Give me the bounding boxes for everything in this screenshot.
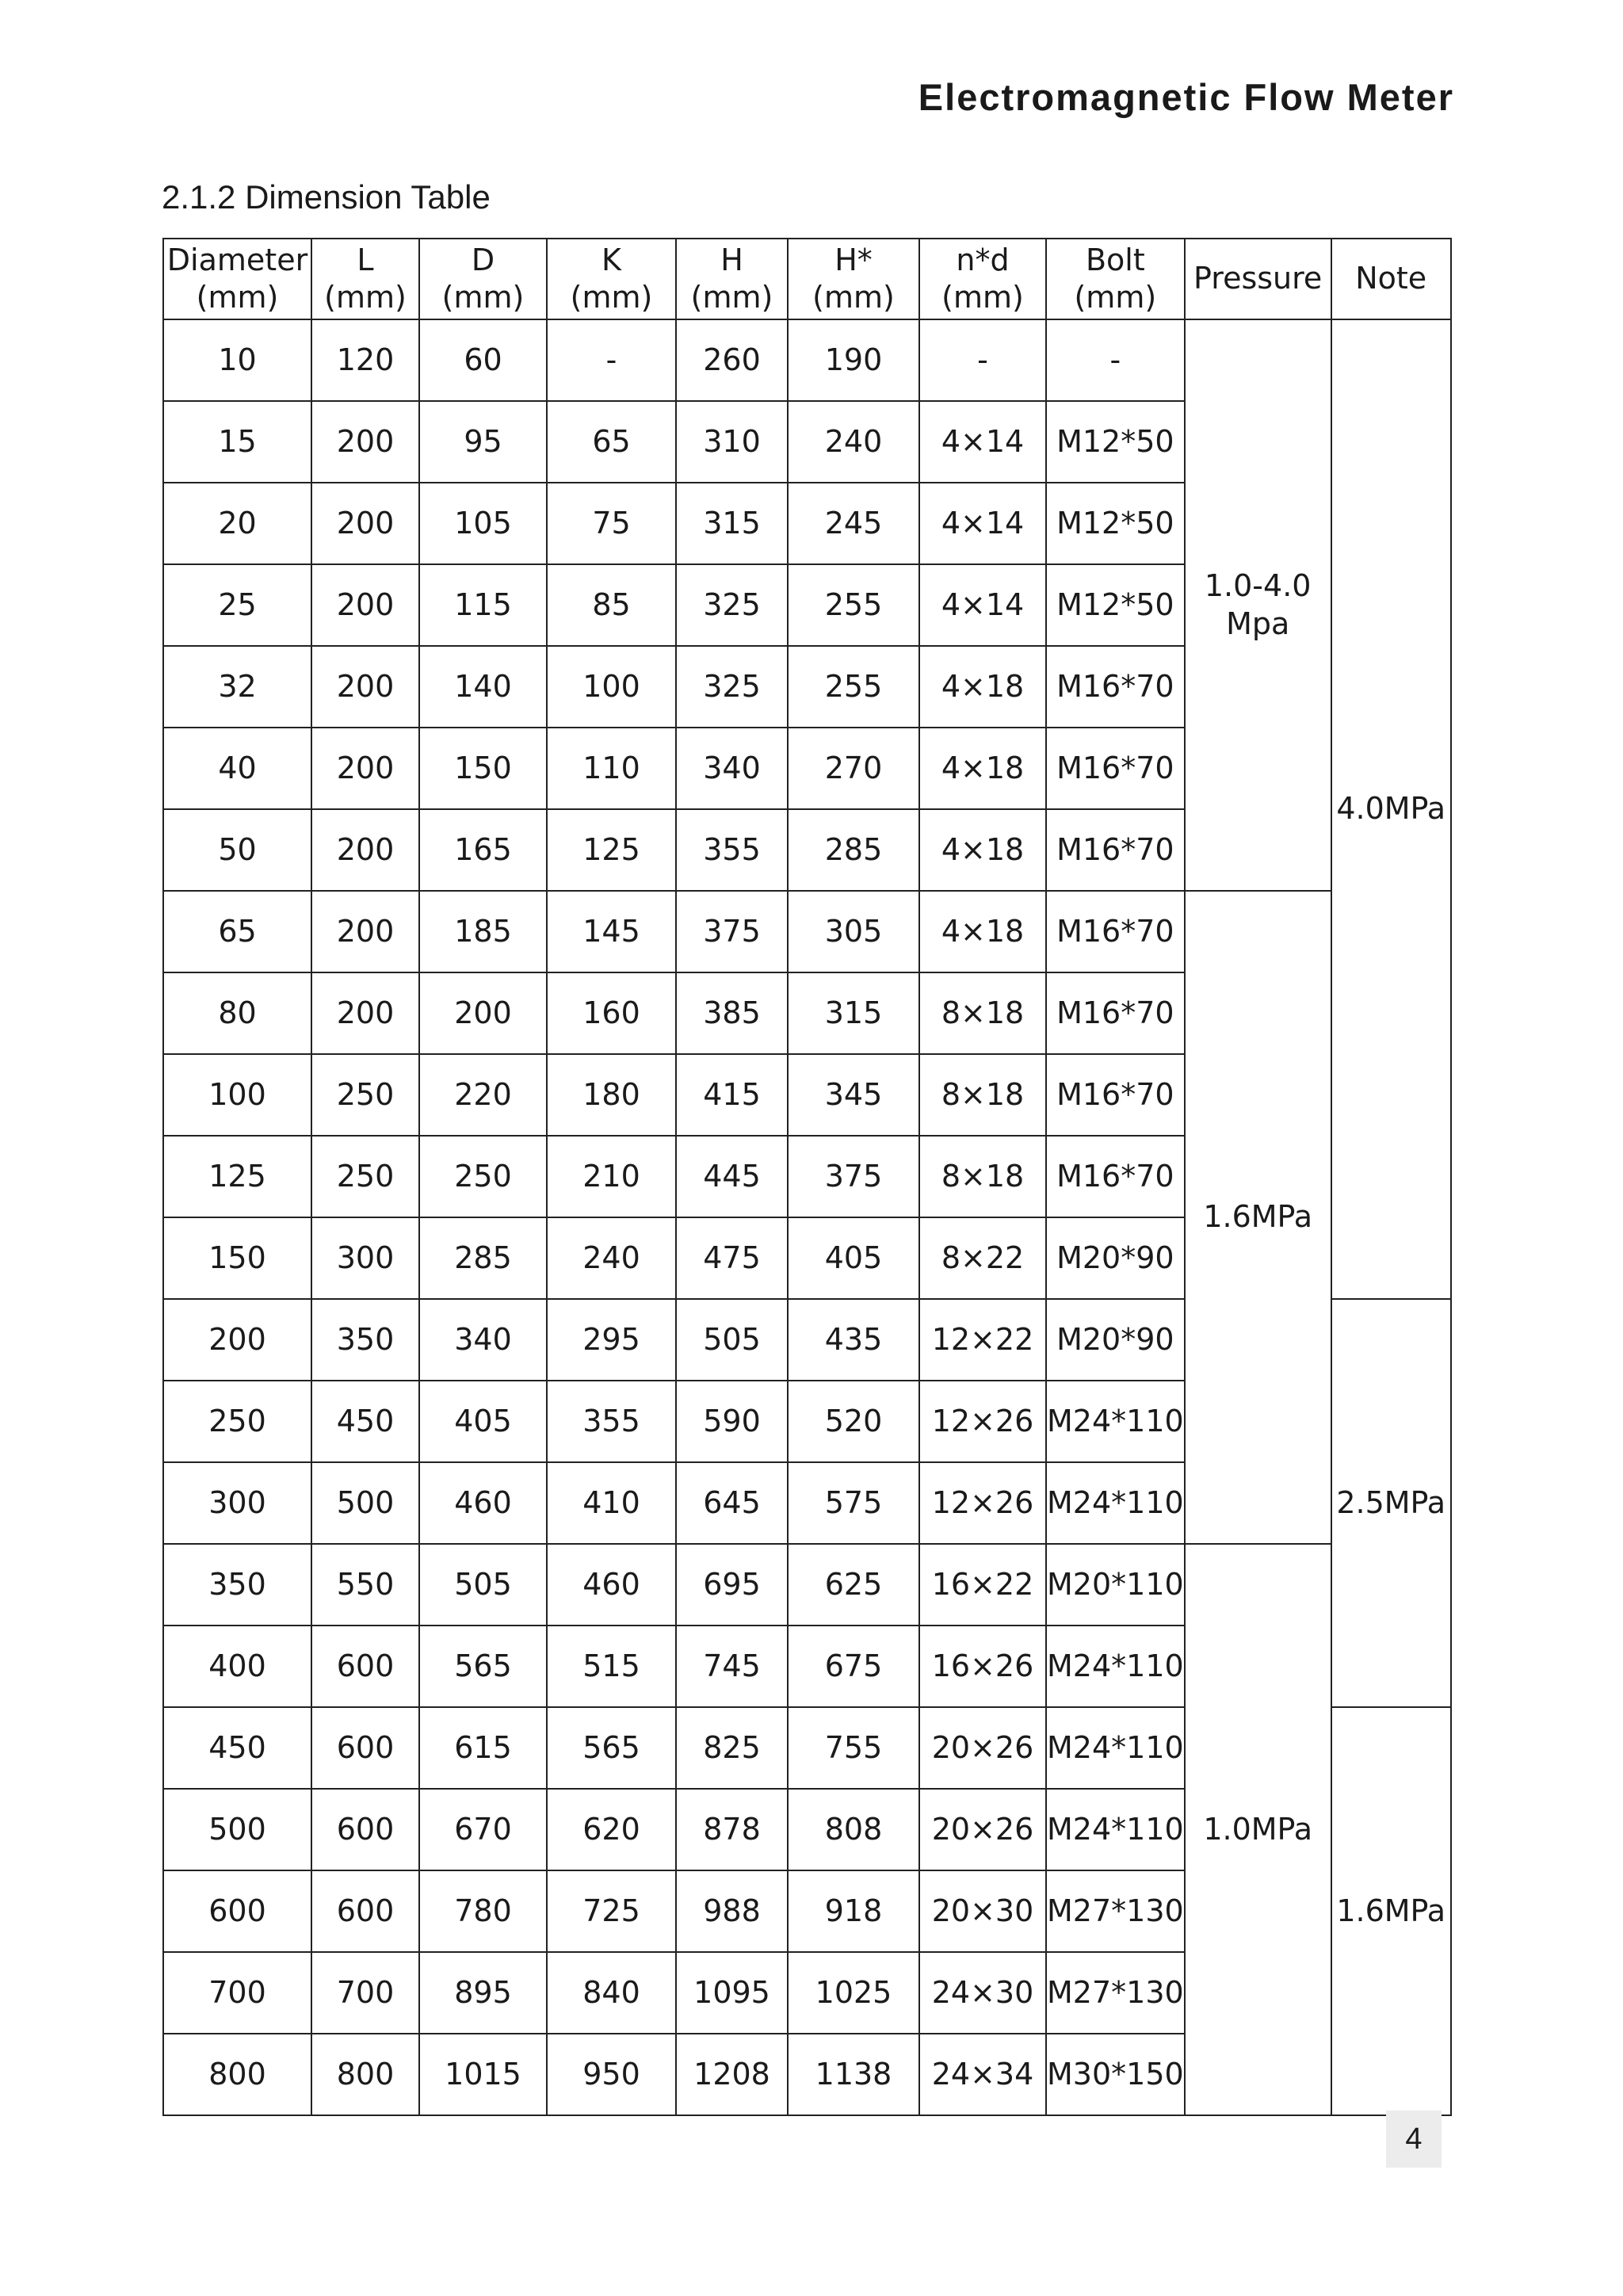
table-cell: 125 bbox=[163, 1136, 311, 1217]
table-cell: 165 bbox=[419, 809, 547, 891]
table-cell: 515 bbox=[547, 1626, 676, 1707]
table-cell: 95 bbox=[419, 401, 547, 483]
table-cell: 200 bbox=[419, 972, 547, 1054]
table-cell: 840 bbox=[547, 1952, 676, 2034]
table-cell: 20×26 bbox=[919, 1707, 1046, 1789]
table-cell: 255 bbox=[788, 646, 919, 728]
table-cell: 8×18 bbox=[919, 1054, 1046, 1136]
table-cell: 40 bbox=[163, 728, 311, 809]
table-cell: - bbox=[919, 319, 1046, 401]
table-cell: 10 bbox=[163, 319, 311, 401]
table-cell: 565 bbox=[419, 1626, 547, 1707]
table-cell: 8×18 bbox=[919, 1136, 1046, 1217]
table-header bbox=[163, 239, 1451, 319]
table-cell: 100 bbox=[547, 646, 676, 728]
table-cell: 32 bbox=[163, 646, 311, 728]
table-cell: 4×18 bbox=[919, 809, 1046, 891]
table-cell: 24×30 bbox=[919, 1952, 1046, 2034]
table-row bbox=[163, 319, 1451, 401]
table-cell: 25 bbox=[163, 564, 311, 646]
table-cell: 4×18 bbox=[919, 646, 1046, 728]
table-cell: 355 bbox=[547, 1381, 676, 1462]
table-cell: 355 bbox=[676, 809, 788, 891]
column-header-unit: (mm) bbox=[690, 280, 773, 315]
section-title: 2.1.2 Dimension Table bbox=[162, 178, 491, 216]
column-header-name: Pressure bbox=[1193, 261, 1323, 296]
table-cell: 755 bbox=[788, 1707, 919, 1789]
table-cell: 615 bbox=[419, 1707, 547, 1789]
table-cell: 375 bbox=[676, 891, 788, 972]
table-cell: 725 bbox=[547, 1870, 676, 1952]
table-cell: 405 bbox=[788, 1217, 919, 1299]
table-cell: 65 bbox=[163, 891, 311, 972]
table-cell: 60 bbox=[419, 319, 547, 401]
column-header-name: H* bbox=[834, 242, 873, 277]
table-cell: 200 bbox=[163, 1299, 311, 1381]
table-cell: 16×22 bbox=[919, 1544, 1046, 1626]
table-cell: 500 bbox=[311, 1462, 419, 1544]
table-cell: M20*90 bbox=[1046, 1217, 1185, 1299]
table-cell: 160 bbox=[547, 972, 676, 1054]
table-cell: 200 bbox=[311, 564, 419, 646]
table-cell: 200 bbox=[311, 728, 419, 809]
table-cell: 460 bbox=[419, 1462, 547, 1544]
table-cell: 190 bbox=[788, 319, 919, 401]
pressure-cell: 1.0-4.0 Mpa bbox=[1185, 319, 1331, 891]
page-number: 4 bbox=[1386, 2111, 1442, 2168]
table-cell: 350 bbox=[311, 1299, 419, 1381]
table-cell: 8×22 bbox=[919, 1217, 1046, 1299]
table-cell: 505 bbox=[419, 1544, 547, 1626]
table-cell: 245 bbox=[788, 483, 919, 564]
table-cell: 505 bbox=[676, 1299, 788, 1381]
table-cell: 250 bbox=[163, 1381, 311, 1462]
column-header-unit: (mm) bbox=[324, 280, 407, 315]
table-cell: 780 bbox=[419, 1870, 547, 1952]
table-cell: 240 bbox=[547, 1217, 676, 1299]
table-cell: M16*70 bbox=[1046, 891, 1185, 972]
table-cell: 4×14 bbox=[919, 401, 1046, 483]
table-cell: 300 bbox=[163, 1462, 311, 1544]
table-cell: 1025 bbox=[788, 1952, 919, 2034]
table-cell: 16×26 bbox=[919, 1626, 1046, 1707]
table-cell: 325 bbox=[676, 646, 788, 728]
column-header-unit: (mm) bbox=[441, 280, 525, 315]
dimension-table bbox=[162, 238, 1452, 2116]
table-cell: 1138 bbox=[788, 2034, 919, 2115]
table-cell: 918 bbox=[788, 1870, 919, 1952]
table-cell: M30*150 bbox=[1046, 2034, 1185, 2115]
table-cell: M12*50 bbox=[1046, 483, 1185, 564]
table-cell: 310 bbox=[676, 401, 788, 483]
table-cell: 745 bbox=[676, 1626, 788, 1707]
table-cell: 410 bbox=[547, 1462, 676, 1544]
table-cell: 645 bbox=[676, 1462, 788, 1544]
column-header-name: Note bbox=[1355, 261, 1427, 296]
table-row bbox=[163, 891, 1451, 972]
table-cell: 675 bbox=[788, 1626, 919, 1707]
column-header-name: n*d bbox=[956, 242, 1010, 277]
table-cell: 315 bbox=[676, 483, 788, 564]
table-cell: 12×26 bbox=[919, 1381, 1046, 1462]
table-cell: 350 bbox=[163, 1544, 311, 1626]
table-cell: 285 bbox=[419, 1217, 547, 1299]
table-cell: M12*50 bbox=[1046, 564, 1185, 646]
table-cell: 415 bbox=[676, 1054, 788, 1136]
table-cell: 340 bbox=[676, 728, 788, 809]
table-cell: 435 bbox=[788, 1299, 919, 1381]
table-cell: 590 bbox=[676, 1381, 788, 1462]
table-cell: 695 bbox=[676, 1544, 788, 1626]
column-header bbox=[788, 239, 919, 319]
table-cell: 600 bbox=[311, 1626, 419, 1707]
table-cell: 450 bbox=[163, 1707, 311, 1789]
table-cell: 4×14 bbox=[919, 483, 1046, 564]
header-row bbox=[163, 239, 1451, 319]
table-cell: 4×18 bbox=[919, 891, 1046, 972]
table-cell: 12×26 bbox=[919, 1462, 1046, 1544]
table-cell: 405 bbox=[419, 1381, 547, 1462]
table-cell: 600 bbox=[311, 1870, 419, 1952]
table-cell: M16*70 bbox=[1046, 1054, 1185, 1136]
table-cell: 105 bbox=[419, 483, 547, 564]
table-cell: 240 bbox=[788, 401, 919, 483]
table-cell: M20*110 bbox=[1046, 1544, 1185, 1626]
note-cell: 2.5MPa bbox=[1331, 1299, 1451, 1707]
table-cell: 500 bbox=[163, 1789, 311, 1870]
table-body bbox=[163, 319, 1451, 2115]
table-cell: 400 bbox=[163, 1626, 311, 1707]
table-cell: 625 bbox=[788, 1544, 919, 1626]
table-cell: 565 bbox=[547, 1707, 676, 1789]
table-cell: 110 bbox=[547, 728, 676, 809]
table-cell: 670 bbox=[419, 1789, 547, 1870]
table-cell: 145 bbox=[547, 891, 676, 972]
table-cell: M27*130 bbox=[1046, 1870, 1185, 1952]
table-cell: 24×34 bbox=[919, 2034, 1046, 2115]
table-cell: 800 bbox=[311, 2034, 419, 2115]
table-cell: 1208 bbox=[676, 2034, 788, 2115]
table-cell: 520 bbox=[788, 1381, 919, 1462]
table-cell: 475 bbox=[676, 1217, 788, 1299]
pressure-cell: 1.6MPa bbox=[1185, 891, 1331, 1544]
table-cell: 250 bbox=[419, 1136, 547, 1217]
table-cell: M16*70 bbox=[1046, 1136, 1185, 1217]
table-cell: 150 bbox=[163, 1217, 311, 1299]
table-row bbox=[163, 1544, 1451, 1626]
table-cell: 950 bbox=[547, 2034, 676, 2115]
column-header bbox=[1185, 239, 1331, 319]
table-cell: 80 bbox=[163, 972, 311, 1054]
table-cell: 50 bbox=[163, 809, 311, 891]
table-cell: 180 bbox=[547, 1054, 676, 1136]
table-cell: 825 bbox=[676, 1707, 788, 1789]
table-cell: 800 bbox=[163, 2034, 311, 2115]
table-cell: M20*90 bbox=[1046, 1299, 1185, 1381]
table-cell: M24*110 bbox=[1046, 1707, 1185, 1789]
table-cell: 445 bbox=[676, 1136, 788, 1217]
column-header-name: H bbox=[720, 242, 743, 277]
table-cell: 210 bbox=[547, 1136, 676, 1217]
table-cell: M27*130 bbox=[1046, 1952, 1185, 2034]
column-header-name: K bbox=[601, 242, 621, 277]
table-cell: 200 bbox=[311, 483, 419, 564]
table-cell: 65 bbox=[547, 401, 676, 483]
table-cell: 250 bbox=[311, 1054, 419, 1136]
table-cell: 200 bbox=[311, 809, 419, 891]
column-header-unit: (mm) bbox=[812, 280, 895, 315]
table-cell: M24*110 bbox=[1046, 1462, 1185, 1544]
table-cell: M16*70 bbox=[1046, 728, 1185, 809]
column-header bbox=[919, 239, 1046, 319]
column-header-name: D bbox=[471, 242, 495, 277]
column-header bbox=[547, 239, 676, 319]
table-cell: 120 bbox=[311, 319, 419, 401]
document-title: Electromagnetic Flow Meter bbox=[918, 76, 1454, 118]
table-cell: 150 bbox=[419, 728, 547, 809]
table-cell: M16*70 bbox=[1046, 646, 1185, 728]
table-cell: M16*70 bbox=[1046, 809, 1185, 891]
table-cell: - bbox=[1046, 319, 1185, 401]
table-cell: 200 bbox=[311, 401, 419, 483]
table-cell: 895 bbox=[419, 1952, 547, 2034]
table-cell: 988 bbox=[676, 1870, 788, 1952]
table-cell: 100 bbox=[163, 1054, 311, 1136]
table-cell: 4×18 bbox=[919, 728, 1046, 809]
table-cell: 300 bbox=[311, 1217, 419, 1299]
table-cell: 808 bbox=[788, 1789, 919, 1870]
table-cell: 325 bbox=[676, 564, 788, 646]
table-cell: 315 bbox=[788, 972, 919, 1054]
table-cell: 220 bbox=[419, 1054, 547, 1136]
table-cell: - bbox=[547, 319, 676, 401]
table-cell: 450 bbox=[311, 1381, 419, 1462]
table-cell: 75 bbox=[547, 483, 676, 564]
column-header bbox=[676, 239, 788, 319]
note-cell: 4.0MPa bbox=[1331, 319, 1451, 1299]
table-cell: 1015 bbox=[419, 2034, 547, 2115]
pressure-cell: 1.0MPa bbox=[1185, 1544, 1331, 2115]
table-cell: 200 bbox=[311, 646, 419, 728]
table-cell: M12*50 bbox=[1046, 401, 1185, 483]
table-cell: 8×18 bbox=[919, 972, 1046, 1054]
table-cell: 550 bbox=[311, 1544, 419, 1626]
table-cell: 295 bbox=[547, 1299, 676, 1381]
table-cell: M24*110 bbox=[1046, 1626, 1185, 1707]
table-cell: 305 bbox=[788, 891, 919, 972]
table-cell: 600 bbox=[311, 1707, 419, 1789]
table-cell: 4×14 bbox=[919, 564, 1046, 646]
table-cell: 460 bbox=[547, 1544, 676, 1626]
table-cell: 250 bbox=[311, 1136, 419, 1217]
table-cell: 255 bbox=[788, 564, 919, 646]
column-header bbox=[311, 239, 419, 319]
table-cell: 575 bbox=[788, 1462, 919, 1544]
table-cell: 260 bbox=[676, 319, 788, 401]
column-header-unit: (mm) bbox=[570, 280, 653, 315]
table-cell: 185 bbox=[419, 891, 547, 972]
table-cell: 1095 bbox=[676, 1952, 788, 2034]
table-cell: 700 bbox=[163, 1952, 311, 2034]
column-header-unit: (mm) bbox=[1074, 280, 1157, 315]
column-header-unit: (mm) bbox=[941, 280, 1024, 315]
table-cell: 600 bbox=[311, 1789, 419, 1870]
table-cell: 600 bbox=[163, 1870, 311, 1952]
table-cell: 125 bbox=[547, 809, 676, 891]
column-header bbox=[1331, 239, 1451, 319]
table-cell: M24*110 bbox=[1046, 1381, 1185, 1462]
table-cell: 700 bbox=[311, 1952, 419, 2034]
table-cell: 285 bbox=[788, 809, 919, 891]
table-cell: 20 bbox=[163, 483, 311, 564]
column-header-name: Bolt bbox=[1085, 242, 1145, 277]
table-cell: 270 bbox=[788, 728, 919, 809]
table-cell: 200 bbox=[311, 972, 419, 1054]
table-cell: 340 bbox=[419, 1299, 547, 1381]
table-cell: 15 bbox=[163, 401, 311, 483]
column-header-unit: (mm) bbox=[196, 280, 279, 315]
table-cell: 200 bbox=[311, 891, 419, 972]
table-cell: 375 bbox=[788, 1136, 919, 1217]
table-cell: 20×30 bbox=[919, 1870, 1046, 1952]
column-header-name: L bbox=[357, 242, 374, 277]
column-header-name: Diameter bbox=[166, 242, 308, 277]
table-cell: 878 bbox=[676, 1789, 788, 1870]
table-cell: 385 bbox=[676, 972, 788, 1054]
column-header bbox=[419, 239, 547, 319]
table-cell: 345 bbox=[788, 1054, 919, 1136]
column-header bbox=[163, 239, 311, 319]
table-cell: M16*70 bbox=[1046, 972, 1185, 1054]
table-cell: M24*110 bbox=[1046, 1789, 1185, 1870]
note-cell: 1.6MPa bbox=[1331, 1707, 1451, 2115]
table-cell: 115 bbox=[419, 564, 547, 646]
column-header bbox=[1046, 239, 1185, 319]
table-cell: 140 bbox=[419, 646, 547, 728]
table-cell: 620 bbox=[547, 1789, 676, 1870]
table-cell: 85 bbox=[547, 564, 676, 646]
table-cell: 20×26 bbox=[919, 1789, 1046, 1870]
table-cell: 12×22 bbox=[919, 1299, 1046, 1381]
